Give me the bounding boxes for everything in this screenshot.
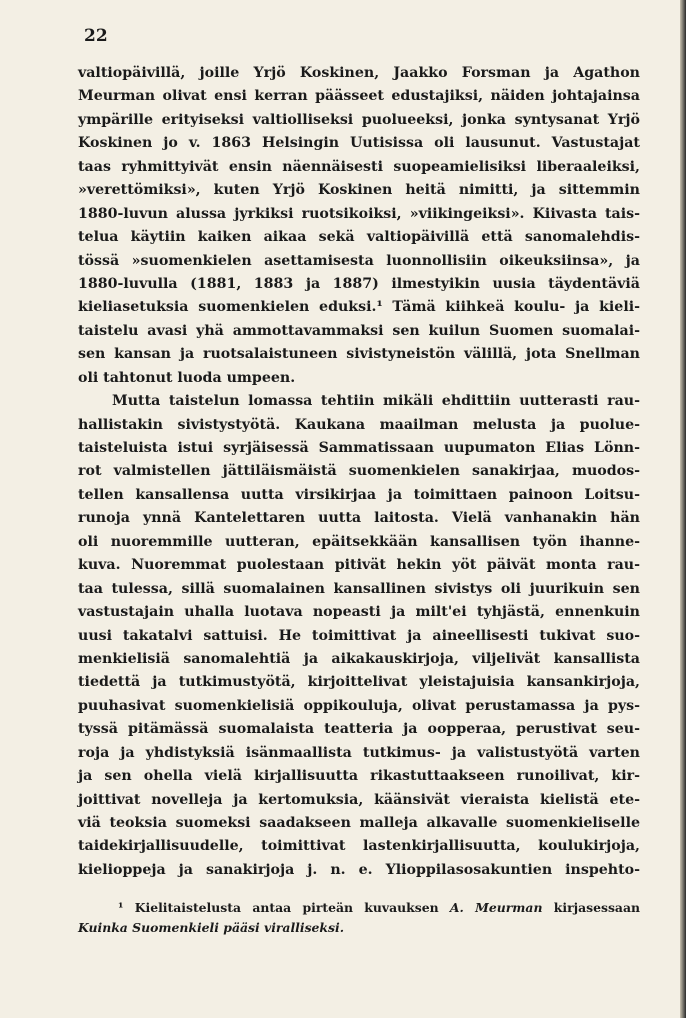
text-line: valtiopäivillä, joille Yrjö Koskinen, Jaakko Forsman ja Agathon bbox=[78, 65, 640, 81]
text-line: tyssä pitämässä suomalaista teatteria ja oopperaa, perustivat seu- bbox=[78, 721, 640, 738]
text-line: menkielisiä sanomalehtiä ja aikakauskirjoja, viljelivät kansallista bbox=[78, 650, 640, 667]
text-line: Koskinen jo v. 1863 Helsingin Uutisissa oli lausunut. Vastustajat bbox=[78, 135, 640, 152]
text-line: taistelu avasi yhä ammottavammaksi sen kuilun Suomen suomalai- bbox=[78, 322, 640, 339]
text-line: joittivat novelleja ja kertomuksia, käänsivät vieraista kielistä ete- bbox=[78, 791, 640, 808]
text-line: roja ja yhdistyksiä isänmaallista tutkimus- ja valistustyötä varten bbox=[78, 744, 640, 761]
text-line: tiedettä ja tutkimustyötä, kirjoittelivat yleistajuisia kansankirjoja, bbox=[78, 674, 640, 691]
page-number: 22 bbox=[84, 26, 108, 46]
footnote-line-1 bbox=[78, 898, 640, 918]
text-line-paragraph-end: oli tahtonut luoda umpeen. bbox=[78, 369, 296, 386]
text-line: 1880-luvun alussa jyrkiksi ruotsikoiksi, »viikingeiksi». Kiivasta tais- bbox=[78, 205, 640, 222]
text-line: puuhasivat suomenkielisiä oppikouluja, olivat perustamassa ja pys- bbox=[78, 697, 640, 714]
text-line: kielioppeja ja sanakirjoja j. n. e. Ylioppilasosakuntien inspehto- bbox=[78, 861, 640, 878]
text-line: viä teoksia suomeksi saadakseen malleja alkavalle suomenkieliselle bbox=[78, 815, 640, 831]
body-text bbox=[78, 62, 640, 882]
page-edge-shadow bbox=[680, 0, 686, 1018]
text-line: vastustajain uhalla luotava nopeasti ja milt'ei tyhjästä, ennenkuin bbox=[78, 604, 640, 621]
footnote bbox=[78, 898, 640, 938]
text-line: uusi takatalvi sattuisi. He toimittivat ja aineellisesti tukivat suo- bbox=[78, 627, 640, 644]
footnote-author: A. Meurman bbox=[449, 900, 543, 915]
footnote-text-suffix: kirjasessaan bbox=[553, 900, 640, 915]
text-line: telua käytiin kaiken aikaa sekä valtiopäivillä että sanomalehdis- bbox=[78, 229, 640, 246]
text-line: hallistakin sivistystyötä. Kaukana maailman melusta ja puolue- bbox=[78, 416, 640, 433]
text-line: sen kansan ja ruotsalaistuneen sivistyneistön välillä, jota Snellman bbox=[78, 346, 640, 363]
text-line: taisteluista istui syrjäisessä Sammatissaan uupumaton Elias Lönn- bbox=[78, 440, 640, 456]
text-line: oli nuoremmille uutteran, epäitsekkään kansallisen työn ihanne- bbox=[78, 533, 640, 550]
text-line: 1880-luvulla (1881, 1883 ja 1887) ilmestyikin uusia täydentäviä bbox=[78, 275, 640, 292]
footnote-text: ¹ Kielitaistelusta antaa pirteän kuvauksen bbox=[118, 900, 439, 915]
text-line: kieliasetuksia suomenkielen eduksi.¹ Tämä kiihkeä koulu- ja kieli- bbox=[78, 299, 640, 316]
text-line: rot valmistellen jättiläismäistä suomenkielen sanakirjaa, muodos- bbox=[78, 463, 640, 480]
text-line: kuva. Nuoremmat puolestaan pitivät hekin yöt päivät monta rau- bbox=[78, 557, 640, 574]
text-line: ja sen ohella vielä kirjallisuutta rikastuttaakseen runoilivat, kir- bbox=[78, 768, 640, 785]
footnote-line-2: Kuinka Suomenkieli pääsi viralliseksi. bbox=[78, 920, 345, 935]
text-line-paragraph-start: Mutta taistelun lomassa tehtiin mikäli ehdittiin uutterasti rau- bbox=[112, 393, 640, 410]
text-line: runoja ynnä Kantelettaren uutta laitosta. Vielä vanhanakin hän bbox=[78, 510, 640, 527]
text-line: taidekirjallisuudelle, toimittivat lastenkirjallisuutta, koulukirjoja, bbox=[78, 838, 640, 855]
text-line: tellen kansallensa uutta virsikirjaa ja toimittaen painoon Loitsu- bbox=[78, 486, 640, 503]
text-line: taas ryhmittyivät ensin näennäisesti suopeamielisiksi liberaaleiksi, bbox=[78, 158, 640, 175]
text-line: tössä »suomenkielen asettamisesta luonnollisiin oikeuksiinsa», ja bbox=[78, 252, 640, 269]
text-line: taa tulessa, sillä suomalainen kansallinen sivistys oli juurikuin sen bbox=[78, 580, 640, 597]
text-line: Meurman olivat ensi kerran päässeet edustajiksi, näiden johtajainsa bbox=[78, 88, 640, 105]
text-line: »verettömiksi», kuten Yrjö Koskinen heitä nimitti, ja sittemmin bbox=[78, 182, 640, 199]
text-line: ympärille erityiseksi valtiolliseksi puolueeksi, jonka syntysanat Yrjö bbox=[78, 111, 640, 128]
